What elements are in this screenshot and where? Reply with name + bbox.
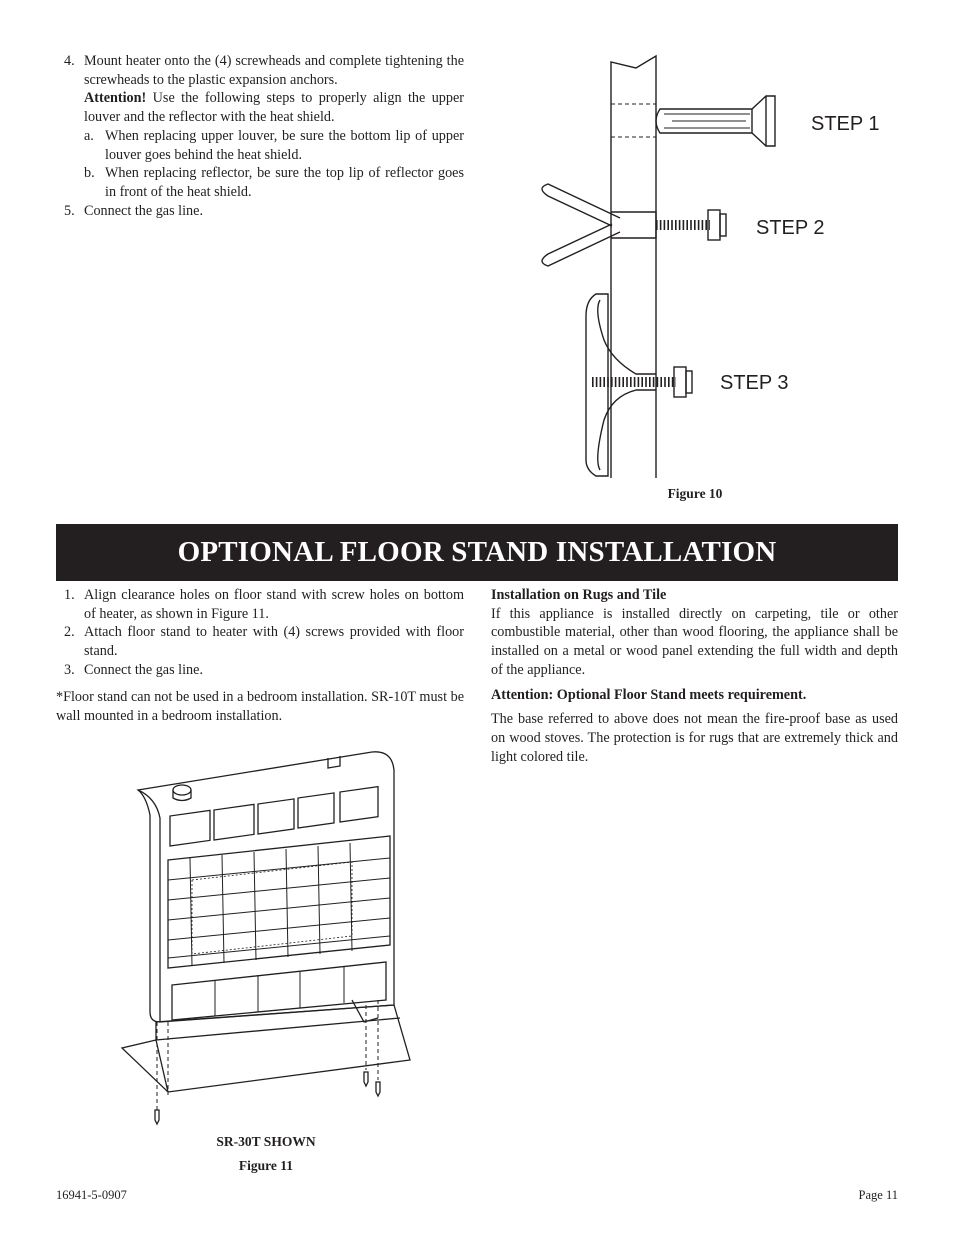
list-item: 2. Attach floor stand to heater with (4) screws provided with floor stand. — [64, 624, 464, 660]
figure-11-heater-diagram — [115, 745, 415, 1130]
figure-10-caption: Figure 10 — [667, 486, 723, 501]
figure-11-model-caption: SR-30T SHOWN — [216, 1134, 316, 1149]
section-title-banner: OPTIONAL FLOOR STAND INSTALLATION — [56, 524, 898, 581]
attention-note — [84, 89, 464, 126]
rugs-heading: Installation on Rugs and Tile — [491, 587, 667, 603]
item-number: 4. — [64, 53, 75, 69]
page-number: Page 11 — [858, 1188, 898, 1202]
item-number: 5. — [64, 202, 75, 219]
list-item: 5. Connect the gas line. — [64, 202, 203, 219]
sub-item-b: b. When replacing reflector, be sure the top lip of reflector goes in front of the heat shield. — [84, 165, 464, 200]
bedroom-note: *Floor stand can not be used in a bedroom installation. SR-10T must be wall mounted in a bedroom installation. — [56, 689, 464, 724]
step-1-label: STEP 1 — [811, 113, 880, 135]
rugs-paragraph-2: The base referred to above does not mean the fire-proof base as used on wood stoves. The protection is for rugs that are extremely thick and light colored tile. — [491, 711, 898, 765]
attention-text: Use the following steps to properly align the upper louver and the reflector with the heat shield. — [84, 90, 464, 126]
sub-item-a: a. When replacing upper louver, be sure the bottom lip of upper louver goes behind the heat shield. — [84, 127, 464, 163]
step-3-label: STEP 3 — [720, 372, 789, 394]
list-item: 1. Align clearance holes on floor stand with screw holes on bottom of heater, as shown in Figure 11. — [64, 587, 464, 622]
figure-11-caption: Figure 11 — [238, 1158, 294, 1173]
rugs-attention: Attention: Optional Floor Stand meets requirement. — [491, 686, 807, 703]
rugs-and-tile-section — [491, 586, 898, 772]
list-item — [64, 52, 464, 202]
step-2-label: STEP 2 — [756, 217, 825, 239]
attention-label: Attention! — [84, 90, 147, 107]
floor-stand-steps — [64, 586, 464, 680]
item-text: Mount heater onto the (4) screwheads and complete tightening the screwheads to the plastic expansion anchors. — [84, 53, 464, 88]
list-item: 3. Connect the gas line. — [64, 661, 203, 678]
figure-10-diagram — [530, 50, 890, 482]
document-number: 16941-5-0907 — [56, 1188, 127, 1202]
mounting-instructions — [64, 52, 464, 220]
rugs-paragraph-1: If this appliance is installed directly on carpeting, tile or other combustible material, other than wood flooring, the appliance shall be installed on a metal or wood panel extending the full width and depth of the appliance. — [491, 605, 898, 678]
